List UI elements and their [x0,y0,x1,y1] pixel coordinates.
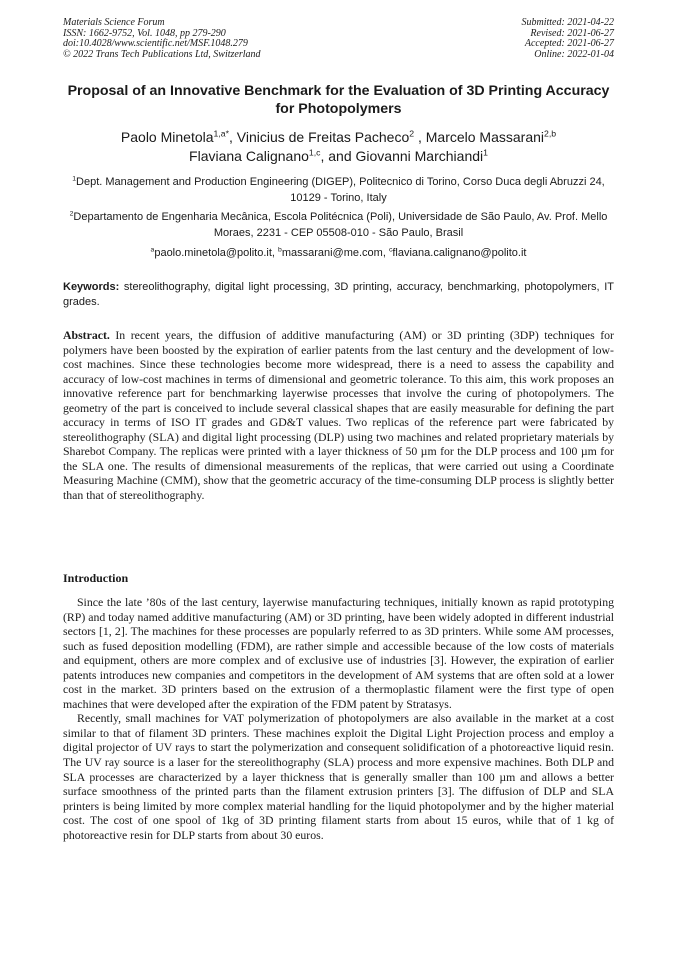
introduction-body [63,595,614,842]
abstract-text: In recent years, the diffusion of additive manufacturing (AM) or 3D printing (3DP) techniques for polymers have been boosted by the expiration of earlier patents from the last century and the development of low-cost machines. Since these technologies become more widespread, there is a need to assess the capability and accuracy of low-cost machines in terms of dimensional and geometric tolerance. To this aim, this work proposes an innovative reference part for benchmarking layerwise processes that involve the curing of photopolymers. The geometry of the part is conceived to include several classical shapes that are easily measurable for defining the part accuracy in terms of ISO IT grades and GD&T values. Two replicas of the reference part were fabricated by stereolithography (SLA) and digital light processing (DLP) using two machines and related proprietary materials by Sharebot Company. The replicas were printed with a layer thickness of 50 µm for the DLP process and 100 µm for the SLA one. The results of dimensional measurements of the replicas, that were carried out using a Coordinate Measuring Machine (CMM), show that the geometric accuracy of the time-consuming DLP process is slightly better than that of stereolithography. [63,328,614,503]
submitted-date: Submitted: 2021-04-22 [521,17,614,28]
keywords-label: Keywords: [63,281,120,293]
abstract-section [63,328,614,503]
email-mark: b [278,246,282,254]
affiliation-text: Departamento de Engenharia Mecânica, Escola Politécnica (Poli), Universidade de São Paulo, Av. Prof. Mello Moraes, 2231 - CEP 05508-010 - São Paulo, Brasil [73,211,608,239]
keywords-text: stereolithography, digital light processing, 3D printing, accuracy, benchmarking, photopolymers, IT grades. [63,281,614,308]
email-link[interactable]: flaviana.calignano@polito.it [392,247,527,259]
journal-info [63,18,261,60]
author-separator: , [228,129,237,145]
paragraph: Recently, small machines for VAT polymerization of photopolymers are also available in the market at a cost similar to that of filament 3D printers. These machines exploit the Digital Light Projection process and employ a digital projector of UV rays to start the polymerization and consequent solidification of a photoreactive liquid resin. The UV ray source is a laser for the stereolithography (SLA) process and more expensive machines. Both DLP and SLA processes are characterized by a layer thickness that is generally smaller than 100 µm and allows a better surface smoothness of the printed parts than the filament extrusion printers [3]. The diffusion of DLP and SLA printers is being limited by more complex material handling for the liquid photopolymer and by the higher material cost. The cost of one spool of 1kg of 3D printing filament starts from about 15 euros, while that of 1 kg of photoreactive resin for DLP starts from about 30 euros. [63,711,614,842]
author-list [63,128,614,166]
author-name: Flaviana Calignano [189,148,309,164]
author-name: Giovanni Marchiandi [355,148,484,164]
online-date: Online: 2022-01-04 [534,48,614,60]
email-link[interactable]: paolo.minetola@polito.it, [154,247,279,259]
email-link[interactable]: massarani@me.com, [281,247,389,259]
author-emails [63,245,614,261]
issn: ISSN: 1662-9752, Vol. 1048, pp 279-290 [63,27,226,39]
article-dates [522,18,615,60]
author-affiliation-mark: 1,a* [213,128,229,139]
copyright: © 2022 Trans Tech Publications Ltd, Switzerland [63,48,261,60]
journal-name: Materials Science Forum [63,17,165,28]
author-affiliation-mark: 2,b [544,128,557,139]
email-mark: c [388,246,393,254]
author-name: Paolo Minetola [120,129,214,145]
affiliation-text: Dept. Management and Production Engineering (DIGEP), Politecnico di Torino, Corso Duca degli Abruzzi 24, 10129 - Torino, Italy [76,176,605,204]
abstract-label: Abstract. [63,328,110,342]
author-affiliation-mark: 1,c [308,147,321,158]
keywords-section [63,280,614,310]
affiliation-mark: 1 [72,175,77,183]
accepted-date: Accepted: 2021-06-27 [524,38,614,50]
email-mark: a [150,246,155,254]
doi[interactable]: doi:10.4028/www.scientific.net/MSF.1048.279 [63,38,248,50]
author-affiliation-mark: 1 [483,147,488,158]
revised-date: Revised: 2021-06-27 [530,27,614,39]
author-name: Vinicius de Freitas Pacheco [236,129,410,145]
paper-title: Proposal of an Innovative Benchmark for the Evaluation of 3D Printing Accuracy for Photopolymers [67,83,610,117]
author-separator: , and [320,148,356,164]
affiliation-mark: 2 [69,210,74,218]
affiliation-2 [63,209,614,241]
author-affiliation-mark: 2 [409,128,415,139]
affiliation-1 [63,174,614,206]
author-name: Marcelo Massarani [425,129,545,145]
section-heading-introduction: Introduction [63,571,129,585]
author-separator: , [414,129,426,145]
paragraph: Since the late ’80s of the last century, layerwise manufacturing techniques, initially known as rapid prototyping (RP) and today named additive manufacturing (AM) or 3D printing, have been widely adopted in different industrial sectors [1, 2]. The machines for these processes are popularly referred to as 3D printers. While some AM processes, such as fused deposition modelling (FDM), are rather simple and accessible because of the low costs of materials and equipment, others are more complex and of exclusive use of industries [3]. However, the expiration of earlier patents introduces new companies and competitors in the development of AM systems that are often sold at a lower cost in the market. 3D printers based on the extrusion of a thermoplastic filament were the first type of open machines that were developed after the expiration of the FDM patent by Stratasys. [63,595,614,711]
